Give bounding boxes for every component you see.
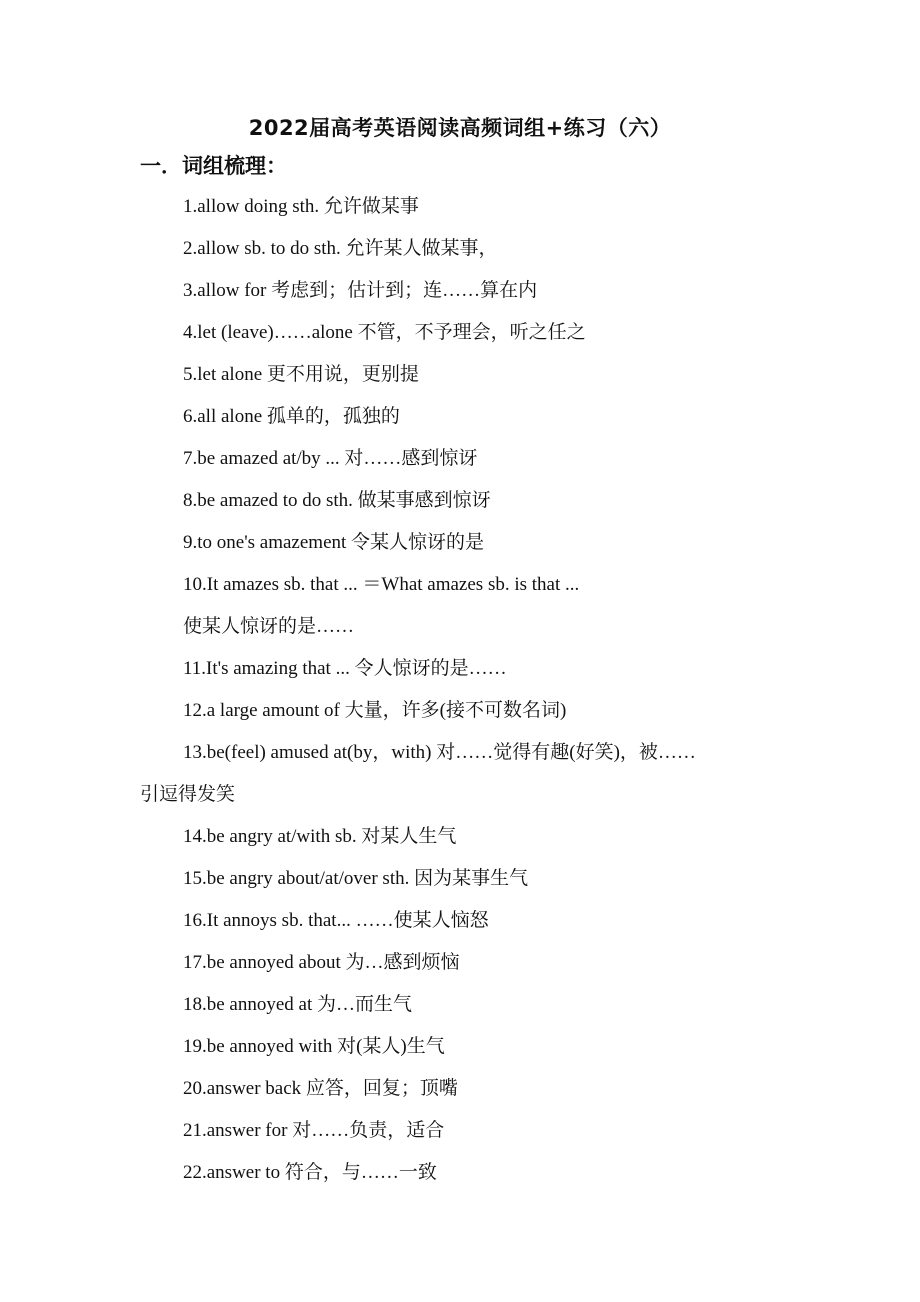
phrase-item-20: 20.answer back 应答，回复；顶嘴: [183, 1078, 458, 1099]
phrase-item-11: 11.It's amazing that ... 令人惊讶的是……: [183, 658, 507, 679]
phrase-item-7: 7.be amazed at/by ... 对……感到惊讶: [183, 448, 478, 469]
document-title: 2022届高考英语阅读高频词组+练习（六）: [248, 116, 672, 140]
phrase-item-13-continued: 引逗得发笑: [140, 784, 236, 805]
phrase-item-13: 13.be(feel) amused at(by，with) 对……觉得有趣(好笑)，被……: [183, 742, 696, 763]
phrase-item-18: 18.be annoyed at 为…而生气: [183, 994, 413, 1015]
phrase-item-5: 5.let alone 更不用说，更别提: [183, 364, 419, 385]
phrase-item-21: 21.answer for 对……负责，适合: [183, 1120, 445, 1141]
phrase-item-17: 17.be annoyed about 为…感到烦恼: [183, 952, 460, 973]
phrase-item-8: 8.be amazed to do sth. 做某事感到惊讶: [183, 490, 491, 511]
phrase-item-9: 9.to one's amazement 令某人惊讶的是: [183, 532, 485, 553]
phrase-item-19: 19.be annoyed with 对(某人)生气: [183, 1036, 445, 1057]
phrase-item-10-meaning: 使某人惊讶的是……: [183, 616, 355, 637]
phrase-item-15: 15.be angry about/at/over sth. 因为某事生气: [183, 868, 529, 889]
phrase-item-16: 16.It annoys sb. that... ……使某人恼怒: [183, 910, 489, 931]
phrase-item-6: 6.all alone 孤单的，孤独的: [183, 406, 400, 427]
phrase-item-1: 1.allow doing sth. 允许做某事: [183, 196, 419, 217]
phrase-item-2: 2.allow sb. to do sth. 允许某人做某事，: [183, 238, 498, 259]
phrase-item-14: 14.be angry at/with sb. 对某人生气: [183, 826, 457, 847]
phrase-item-3: 3.allow for 考虑到；估计到；连……算在内: [183, 280, 538, 301]
phrase-item-10: 10.It amazes sb. that ... ＝What amazes sb. is that ...: [183, 574, 580, 595]
section-heading: 一．词组梳理：: [140, 154, 287, 178]
phrase-item-4: 4.let (leave)……alone 不管，不予理会，听之任之: [183, 322, 586, 343]
phrase-item-22: 22.answer to 符合，与……一致: [183, 1162, 437, 1183]
phrase-item-12: 12.a large amount of 大量，许多(接不可数名词): [183, 700, 567, 721]
